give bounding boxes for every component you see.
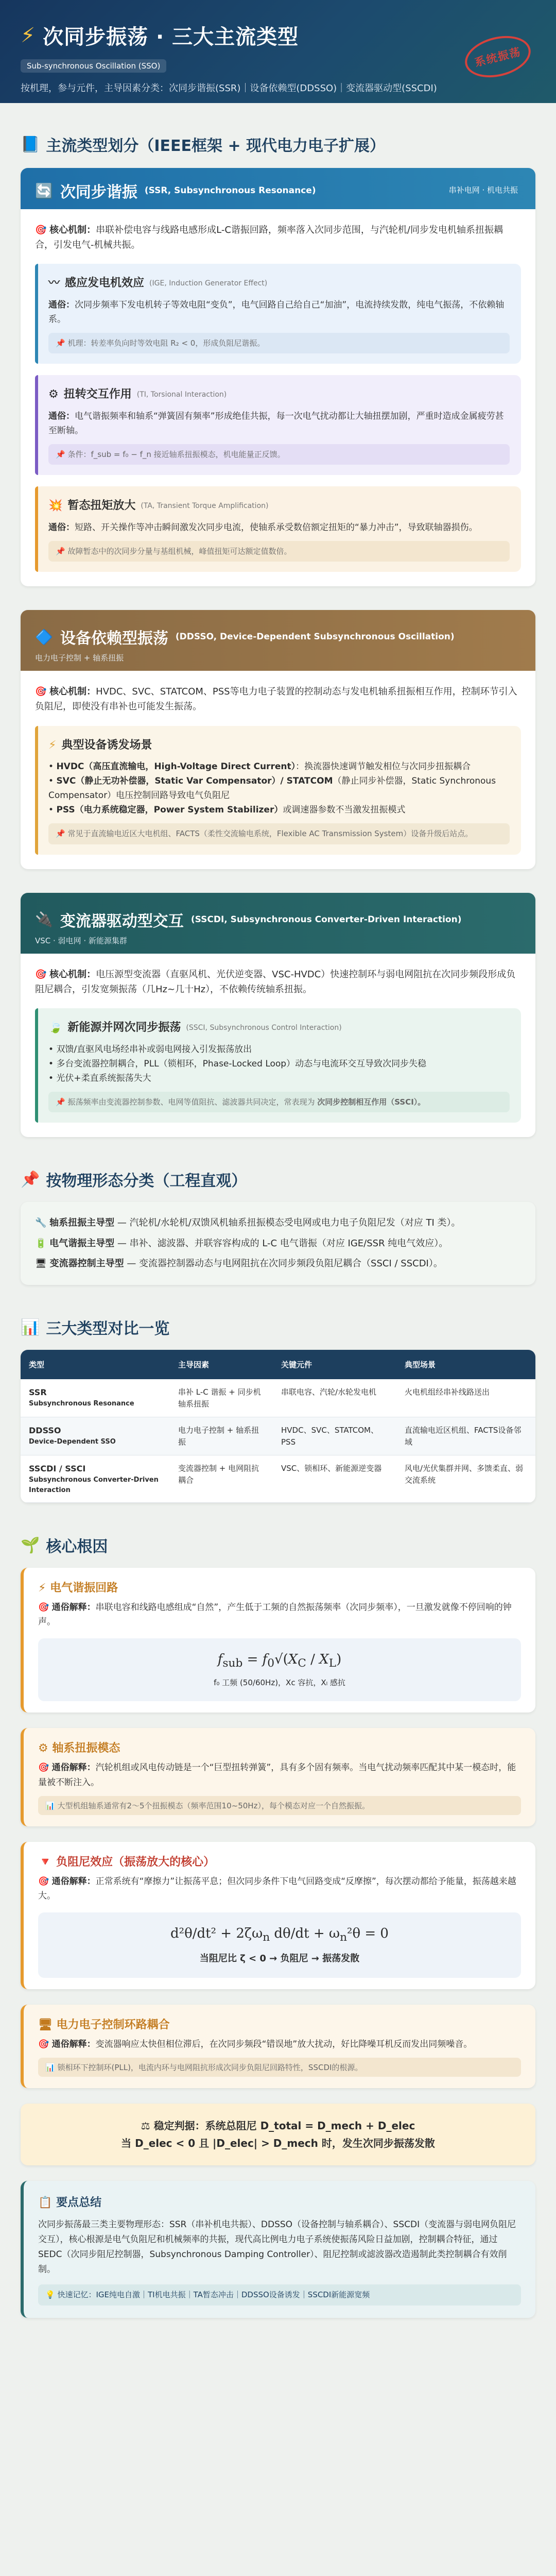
bolt-icon: ⚡	[38, 1582, 46, 1595]
table-cell: 风电/光伏集群并网、多馈柔直、弱交流系统	[396, 1455, 535, 1503]
flash-icon: ⚡	[48, 738, 57, 752]
device-icon: 🔷	[35, 628, 53, 646]
sprout-icon: 🌱	[21, 1536, 40, 1554]
ddsso-card-sub: 电力电子控制 + 轴系扭振	[35, 653, 124, 663]
table-cell: VSC、锁相环、新能源逆变器	[273, 1455, 396, 1503]
ddsso-card-header: 🔷 设备依赖型振荡 (DDSSO, Device-Dependent Subsynchronous Oscillation) 电力电子控制 + 轴系扭振	[21, 610, 535, 671]
ddsso-card-body	[21, 671, 535, 869]
table-row	[21, 1417, 535, 1455]
ssr-card-body	[21, 209, 535, 586]
pin-icon: 📌	[56, 1097, 65, 1107]
target-icon: 🎯	[38, 1762, 49, 1773]
table-header: 关键元件	[273, 1350, 396, 1379]
target-icon: 🎯	[35, 225, 47, 235]
ssr-card	[21, 168, 535, 586]
target-icon: 🎯	[38, 2039, 49, 2049]
table-header: 类型	[21, 1350, 170, 1379]
compare-table-card	[21, 1350, 535, 1503]
chip-icon: 🖥	[35, 1258, 47, 1269]
ti-card: ⚙ 扭转交互作用 (TI, Torsional Interaction) 通俗：电气谐振频率和轴系“弹簧固有频率”形成绝佳共振，每一次电气扰动都让大轴扭摆加剧，严重时造成金属疲劳甚至断轴。 📌 条件：f_sub = f₀ − f_n 接近轴系扭振模态，机电能量正反馈。	[35, 375, 521, 475]
list-item: 🖥 变流器控制主导型 — 变流器控制器动态与电网阻抗在次同步频段负阻尼耦合（SSCI / SSCDI）。	[35, 1258, 443, 1269]
resonance-formula: $f_{sub} = f_0√(X_C / X_L)$ f₀ 工频 (50/60Hz)，Xc 容抗，Xₗ 感抗	[38, 1638, 521, 1701]
battery-icon: 🔋	[35, 1238, 47, 1249]
sscdi-note: 📌 振荡频率由变流器控制参数、电网等值阻抗、滤波器共同决定，常表现为 次同步控制相互作用（SSCI）。	[48, 1092, 510, 1112]
header-banner	[0, 0, 556, 103]
pin-icon: 📌	[56, 829, 65, 839]
table-cell: DDSSO Device-Dependent SSO	[21, 1417, 170, 1455]
table-header: 主导因素	[170, 1350, 273, 1379]
lightning-icon: ⚡	[21, 23, 36, 47]
table-cell: SSR Subsynchronous Resonance	[21, 1379, 170, 1417]
pulse-icon: 🔄	[35, 182, 53, 199]
section-title-physical: 📌 按物理形态分类（工程直观）	[21, 1170, 247, 1191]
table-cell: 串联电容、汽轮/水轮发电机	[273, 1379, 396, 1417]
ssr-card-tag: 串补电网 · 机电共振	[448, 185, 518, 195]
table-cell: 火电机组经串补线路送出	[396, 1379, 535, 1417]
target-icon: 🎯	[38, 1602, 49, 1613]
sscdi-card-header: 🔌 变流器驱动型交互 (SSCDI, Subsynchronous Converter-Driven Interaction) VSC · 弱电网 · 新能源集群	[21, 893, 535, 954]
ddsso-scenarios: ⚡ 典型设备诱发场景 • HVDC（高压直流输电，High-Voltage Direct Current）：换流器快速调节触发相位与次同步扭振耦合 • SVC（静止无功补偿器，Static Var Compensator）/ STATCOM（静止同步补偿器，Static Synchronous Compensator）电压控制回路导致电气负阻尼 • PSS（电力系统稳定器，Power System Stabilizer）或调速器参数不当激发扭振模式 📌 常见于直流输电近区大电机组、FACTS（柔性交流输电系统，Flexible AC Transmission System）设备升级后站点。	[35, 726, 521, 855]
section-title-types: 📘 主流类型划分（IEEE框架 + 现代电力电子扩展）	[21, 135, 386, 155]
damping-formula: $d^2\theta/dt^2 + 2\zeta\omega_n$ $d\theta/dt + \omega_n^2\theta = 0$ 当阻尼比 ζ < 0 → 负阻尼 → 振荡发散	[38, 1912, 521, 1978]
root-cause-torsional: ⚙ 轴系扭振模态 🎯 通俗解释：汽轮机组或风电传动链是一个“巨型扭转弹簧”，具有多个固有频率。当电气扰动频率匹配其中某一模态时，能量被不断注入。 📊 大型机组轴系通常有2～5个扭振模态（频率范围10~50Hz），每个模态对应一个自然振振。	[21, 1728, 535, 1826]
wave-icon: 〰	[48, 277, 60, 290]
ige-card: 〰 感应发电机效应 (IGE, Induction Generator Effect) 通俗：次同步频率下发电机转子等效电阻“变负”，电气回路自己给自己“加油”，电流持续发散，纯电气振荡，不依赖轴系。 📌 机理：转差率负向时等效电阻 R₂ < 0，形成负阻尼谐振。	[35, 264, 521, 364]
ta-card: 💥 暂态扭矩放大 (TA, Transient Torque Amplification) 通俗：短路、开关操作等冲击瞬间激发次同步电流，使轴系承受数倍额定扭矩的“暴力冲击”，导致联轴器损伤。 📌 故障暂态中的次同步分量与基组机械，峰值扭矩可达额定值数倍。	[35, 486, 521, 572]
chart-icon: 📊	[45, 2062, 55, 2072]
list-item: • 双馈/直驱风电场经串补或弱电网接入引发振荡放出	[48, 1044, 252, 1055]
torsional-note: 📊 大型机组轴系通常有2～5个扭振模态（频率范围10~50Hz），每个模态对应一个自然振振。	[38, 1796, 521, 1815]
chart-icon: 📘	[21, 135, 40, 154]
list-item: • 多台变流器控制耦合，PLL（锁相环，Phase-Locked Loop）动态与电流环交互导致次同步失稳	[48, 1058, 427, 1069]
table-cell: HVDC、SVC、STATCOM、PSS	[273, 1417, 396, 1455]
root-cause-control: 🖥 电力电子控制环路耦合 🎯 通俗解释：变流器响应太快但相位滞后，在次同步频段“错误地”放大扰动，好比降噪耳机反而发出同频噪音。 📊 锁相环下控制环(PLL)，电流内环与电网阻抗形成次同步负阻尼回路特性，SSCDI的根源。	[21, 2005, 535, 2088]
bulb-icon: 💡	[45, 2290, 55, 2299]
root-cause-damping: 🔻 负阻尼效应（振荡放大的核心） 🎯 通俗解释：正常系统有“摩擦力”让振荡平息；但次同步条件下电气回路变成“反摩擦”，每次摆动都给予能量，振荡越来越大。 $d^2\theta/dt^2 + 2\zeta\omega_n$ $d\theta/dt + \omega_n^2\theta = 0$ 当阻尼比 ζ < 0 → 负阻尼 → 振荡发散	[21, 1842, 535, 1989]
sscdi-card-body	[21, 954, 535, 1137]
table-cell: SSCDI / SSCI Subsynchronous Converter-Driven Interaction	[21, 1455, 170, 1503]
book-icon: 📋	[38, 2196, 53, 2209]
gear-icon: ⚙	[38, 1742, 48, 1755]
control-note: 📊 锁相环下控制环(PLL)，电流内环与电网阻抗形成次同步负阻尼回路特性，SSCDI的根源。	[38, 2058, 521, 2077]
ssr-card-header: 🔄 次同步谐振 (SSR, Subsynchronous Resonance) 串补电网 · 机电共振	[21, 168, 535, 209]
list-item: • PSS（电力系统稳定器，Power System Stabilizer）或调速器参数不当激发扭振模式	[48, 805, 406, 816]
list-item: 🔧 轴系扭振主导型 — 汽轮机/水轮机/双馈风机轴系扭振模态受电网或电力电子负阻尼发（对应 TI 类）。	[35, 1217, 461, 1229]
table-cell: 串补 L-C 谐振 + 同步机轴系扭振	[170, 1379, 273, 1417]
ddsso-core: 🎯 核心机制：HVDC、SVC、STATCOM、PSS等电力电子装置的控制动态与发电机轴系扭振相互作用，控制环节引入负阻尼，即使没有串补也可能发生振荡。	[35, 686, 517, 713]
stamp: 系统振荡	[461, 29, 535, 83]
chip-icon: 🖥	[38, 2018, 53, 2031]
pin-icon: 📌	[56, 450, 65, 460]
target-icon: 🎯	[35, 969, 47, 980]
sscdi-scenarios: 🍃 新能源并网次同步振荡 (SSCI, Subsynchronous Control Interaction) • 双馈/直驱风电场经串补或弱电网接入引发振荡放出 • 多台变流器控制耦合，PLL（锁相环，Phase-Locked Loop）动态与电流环交互导致次同步失稳 • 光伏+柔直系统振荡失大 📌 振荡频率由变流器控制参数、电网等值阻抗、滤波器共同决定，常表现为 次同步控制相互作用（SSCI）。	[35, 1008, 521, 1123]
stability-criterion: ⚖ 稳定判据：系统总阻尼 D_total = D_mech + D_elec 当 D_elec < 0 且 |D_elec| > D_mech 时，发生次同步振荡发散	[21, 2104, 535, 2165]
compare-table	[21, 1350, 535, 1503]
pin-icon: 📌	[56, 547, 65, 556]
list-item: • HVDC（高压直流输电，High-Voltage Direct Current）：换流器快速调节触发相位与次同步扭振耦合	[48, 761, 471, 772]
physical-card	[21, 1202, 535, 1285]
target-icon: 🎯	[38, 1876, 49, 1887]
list-item: 🔋 电气谐振主导型 — 串补、滤波器、并联容容构成的 L-C 电气谐振（对应 IGE/SSR 纯电气效应）。	[35, 1238, 448, 1249]
root-cause-electric: ⚡ 电气谐振回路 🎯 通俗解释：串联电容和线路电感组成“自然”，产生低于工频的自然振荡频率（次同步频率），一旦激发就像不停回响的钟声。 $f_{sub} = f_0√(X_C / X_L)$ f₀ 工频 (50/60Hz)，Xc 容抗，Xₗ 感抗	[21, 1568, 535, 1713]
section-title-compare: 📊 三大类型对比一览	[21, 1318, 170, 1338]
target-icon: 🎯	[35, 686, 47, 698]
list-item: • SVC（静止无功补偿器，Static Var Compensator）/ STATCOM（静止同步补偿器，Static Synchronous Compensator）电压控制回路导致电气负阻尼	[48, 776, 496, 801]
table-cell: 变流器控制 + 电网阻抗耦合	[170, 1455, 273, 1503]
arrow-down-icon: 🔻	[38, 1855, 53, 1869]
list-item: • 光伏+柔直系统振荡失大	[48, 1073, 151, 1083]
turbine-icon: 🔧	[35, 1217, 47, 1229]
ige-note: 📌 机理：转差率负向时等效电阻 R₂ < 0，形成负阻尼谐振。	[48, 333, 510, 353]
table-header: 典型场景	[396, 1350, 535, 1379]
balance-icon: ⚖	[141, 2119, 150, 2132]
ssr-core: 🎯 核心机制：串联补偿电容与线路电感形成L-C谐振回路，频率落入次同步范围，与汽轮机/同步发电机轴系扭振耦合，引发电气-机械共振。	[35, 225, 503, 251]
pin-icon: 📌	[21, 1170, 40, 1189]
summary-tags: 💡 快速记忆：IGE纯电自激｜TI机电共振｜TA暂态冲击｜DDSSO设备诱发｜SSCDI新能源宽频	[38, 2284, 521, 2306]
page-title: ⚡ 次同步振荡 · 三大主流类型	[21, 23, 299, 49]
explosion-icon: 💥	[48, 499, 63, 513]
table-row	[21, 1379, 535, 1417]
sscdi-card	[21, 893, 535, 1137]
table-cell: 电力电子控制 + 轴系扭振	[170, 1417, 273, 1455]
sscdi-core: 🎯 核心机制：电压源型变流器（直驱风机、光伏逆变器、VSC-HVDC）快速控制环与弱电网阻抗在次同步频段形成负阻尼耦合，引发宽频振荡（几Hz~几十Hz），不依赖传统轴系扭振。	[35, 969, 516, 995]
leaf-icon: 🍃	[48, 1021, 63, 1035]
pin-icon: 📌	[56, 338, 65, 348]
bar-chart-icon: 📊	[21, 1318, 40, 1336]
ddsso-card	[21, 610, 535, 869]
table-cell: 直流输电近区机组、FACTS设备邻域	[396, 1417, 535, 1455]
converter-icon: 🔌	[35, 911, 53, 928]
section-title-root-cause: 🌱 核心根因	[21, 1536, 108, 1556]
subtitle-badge: Sub-synchronous Oscillation (SSO)	[21, 59, 166, 73]
ti-note: 📌 条件：f_sub = f₀ − f_n 接近轴系扭振模态，机电能量正反馈。	[48, 444, 510, 465]
summary-card: 📋 要点总结 次同步振荡最三类主要物理形态：SSR（串补机电共振）、DDSSO（设备控制与轴系耦合）、SSCDI（变流器与弱电网负阻尼交互），核心根源是电气负阻尼和机械频率的共振，现代高比例电力电子系统使振荡风险日益加剧，控制耦合特征，通过SEDC（次同步阻尼控制器，Subsynchronous Damping Controller）、阻尼控制或滤波器改造遏制此类控制耦合有效削制。 💡 快速记忆：IGE纯电自激｜TI机电共振｜TA暂态冲击｜DDSSO设备诱发｜SSCDI新能源宽频	[21, 2181, 535, 2318]
gear-icon: ⚙	[48, 388, 59, 401]
header-tags: 按机理，参与元件，主导因素分类：次同步谐振(SSR)｜设备依赖型(DDSSO)｜变流器驱动型(SSCDI)	[21, 83, 437, 94]
chart-icon: 📊	[45, 1801, 55, 1810]
ta-note: 📌 故障暂态中的次同步分量与基组机械，峰值扭矩可达额定值数倍。	[48, 541, 510, 562]
table-row	[21, 1455, 535, 1503]
ddsso-note: 📌 常见于直流输电近区大电机组、FACTS（柔性交流输电系统，Flexible AC Transmission System）设备升级后站点。	[48, 823, 510, 844]
sscdi-card-sub: VSC · 弱电网 · 新能源集群	[35, 936, 127, 945]
